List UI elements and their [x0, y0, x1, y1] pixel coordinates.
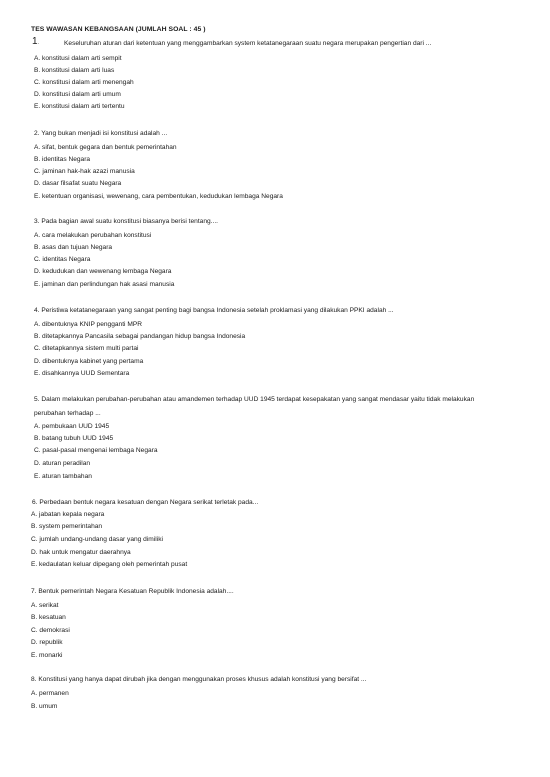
document-title: TES WAWASAN KEBANGSAAN (JUMLAH SOAL : 45 ): [31, 26, 206, 33]
question-2-option-e: E. ketentuan organisasi, wewenang, cara pembentukan, kedudukan lembaga Negara: [34, 193, 283, 200]
question-1-number: 1.: [32, 36, 39, 47]
question-2-option-b: B. identitas Negara: [34, 156, 91, 163]
question-5-text-continued: perubahan terhadap ...: [34, 410, 101, 417]
question-7-option-c: C. demokrasi: [31, 627, 70, 634]
question-5-text: 5. Dalam melakukan perubahan-perubahan atau amandemen terhadap UUD 1945 terdapat kesepakatan yang sangat mendasar yaitu tidak melakukan: [34, 396, 475, 403]
question-6-option-a: A. jabatan kepala negara: [31, 511, 105, 518]
question-7-text: 7. Bentuk pemerintah Negara Kesatuan Republik Indonesia adalah....: [31, 588, 234, 595]
question-7-option-d: D. republik: [31, 639, 63, 646]
question-3-option-d: D. kedudukan dan wewenang lembaga Negara: [34, 268, 172, 275]
question-1-option-a: A. konstitusi dalam arti sempit: [34, 55, 122, 62]
question-8-option-b: B. umum: [31, 703, 58, 710]
question-4-option-b: B. ditetapkannya Pancasila sebagai pandangan hidup bangsa Indonesia: [34, 333, 246, 340]
question-6-option-d: D. hak untuk mengatur daerahnya: [31, 549, 131, 556]
question-4-option-d: D. dibentuknya kabinet yang pertama: [34, 358, 144, 365]
question-4-option-a: A. dibentuknya KNIP pengganti MPR: [34, 321, 143, 328]
question-7-option-e: E. monarki: [31, 652, 63, 659]
question-2-option-d: D. dasar filsafat suatu Negara: [34, 180, 122, 187]
question-5-option-a: A. pembukaan UUD 1945: [34, 423, 110, 430]
question-5-option-d: D. aturan peradilan: [34, 460, 91, 467]
question-3-text: 3. Pada bagian awal suatu konstitusi biasanya berisi tentang....: [34, 218, 219, 225]
question-5-option-c: C. pasal-pasal mengenai lembaga Negara: [34, 447, 158, 454]
question-1-text: Keseluruhan aturan dari ketentuan yang menggambarkan system ketatanegaraan suatu negara merupakan pengertian dari ...: [64, 40, 432, 47]
question-1-option-d: D. konstitusi dalam arti umum: [34, 91, 121, 98]
question-8-text: 8. Konstitusi yang hanya dapat dirubah jika dengan menggunakan proses khusus adalah konstitusi yang bersifat ...: [31, 676, 367, 683]
question-6-option-c: C. jumlah undang-undang dasar yang dimiliki: [31, 536, 163, 543]
question-2-text: 2. Yang bukan menjadi isi konstitusi adalah ...: [34, 130, 168, 137]
question-3-option-e: E. jaminan dan perlindungan hak asasi manusia: [34, 281, 175, 288]
question-2-option-a: A. sifat, bentuk gegara dan bentuk pemerintahan: [34, 144, 177, 151]
question-7-option-b: B. kesatuan: [31, 614, 66, 621]
question-5-option-b: B. batang tubuh UUD 1945: [34, 435, 114, 442]
question-7-option-a: A. serikat: [31, 602, 59, 609]
question-8-option-a: A. permanen: [31, 690, 69, 697]
question-4-option-e: E. disahkannya UUD Sementara: [34, 370, 130, 377]
question-4-option-c: C. ditetapkannya sistem multi partai: [34, 345, 139, 352]
question-6-text: 6. Perbedaan bentuk negara kesatuan dengan Negara serikat terletak pada...: [32, 499, 259, 506]
question-4-text: 4. Peristiwa ketatanegaraan yang sangat penting bagi bangsa Indonesia setelah proklamasi yang dilakukan PPKI adalah ...: [34, 307, 394, 314]
question-3-option-c: C. identitas Negara: [34, 256, 91, 263]
question-6-option-e: E. kedaulatan keluar dipegang oleh pemerintah pusat: [31, 561, 188, 568]
question-3-option-b: B. asas dan tujuan Negara: [34, 244, 113, 251]
question-5-option-e: E. aturan tambahan: [34, 473, 92, 480]
question-6-option-b: B. system pemerintahan: [31, 523, 103, 530]
question-1-option-c: C. konstitusi dalam arti menengah: [34, 79, 134, 86]
question-1-option-e: E. konstitusi dalam arti tertentu: [34, 103, 125, 110]
question-2-option-c: C. jaminan hak-hak azazi manusia: [34, 168, 135, 175]
question-1-option-b: B. konstitusi dalam arti luas: [34, 67, 115, 74]
question-3-option-a: A. cara melakukan perubahan konstitusi: [34, 232, 152, 239]
